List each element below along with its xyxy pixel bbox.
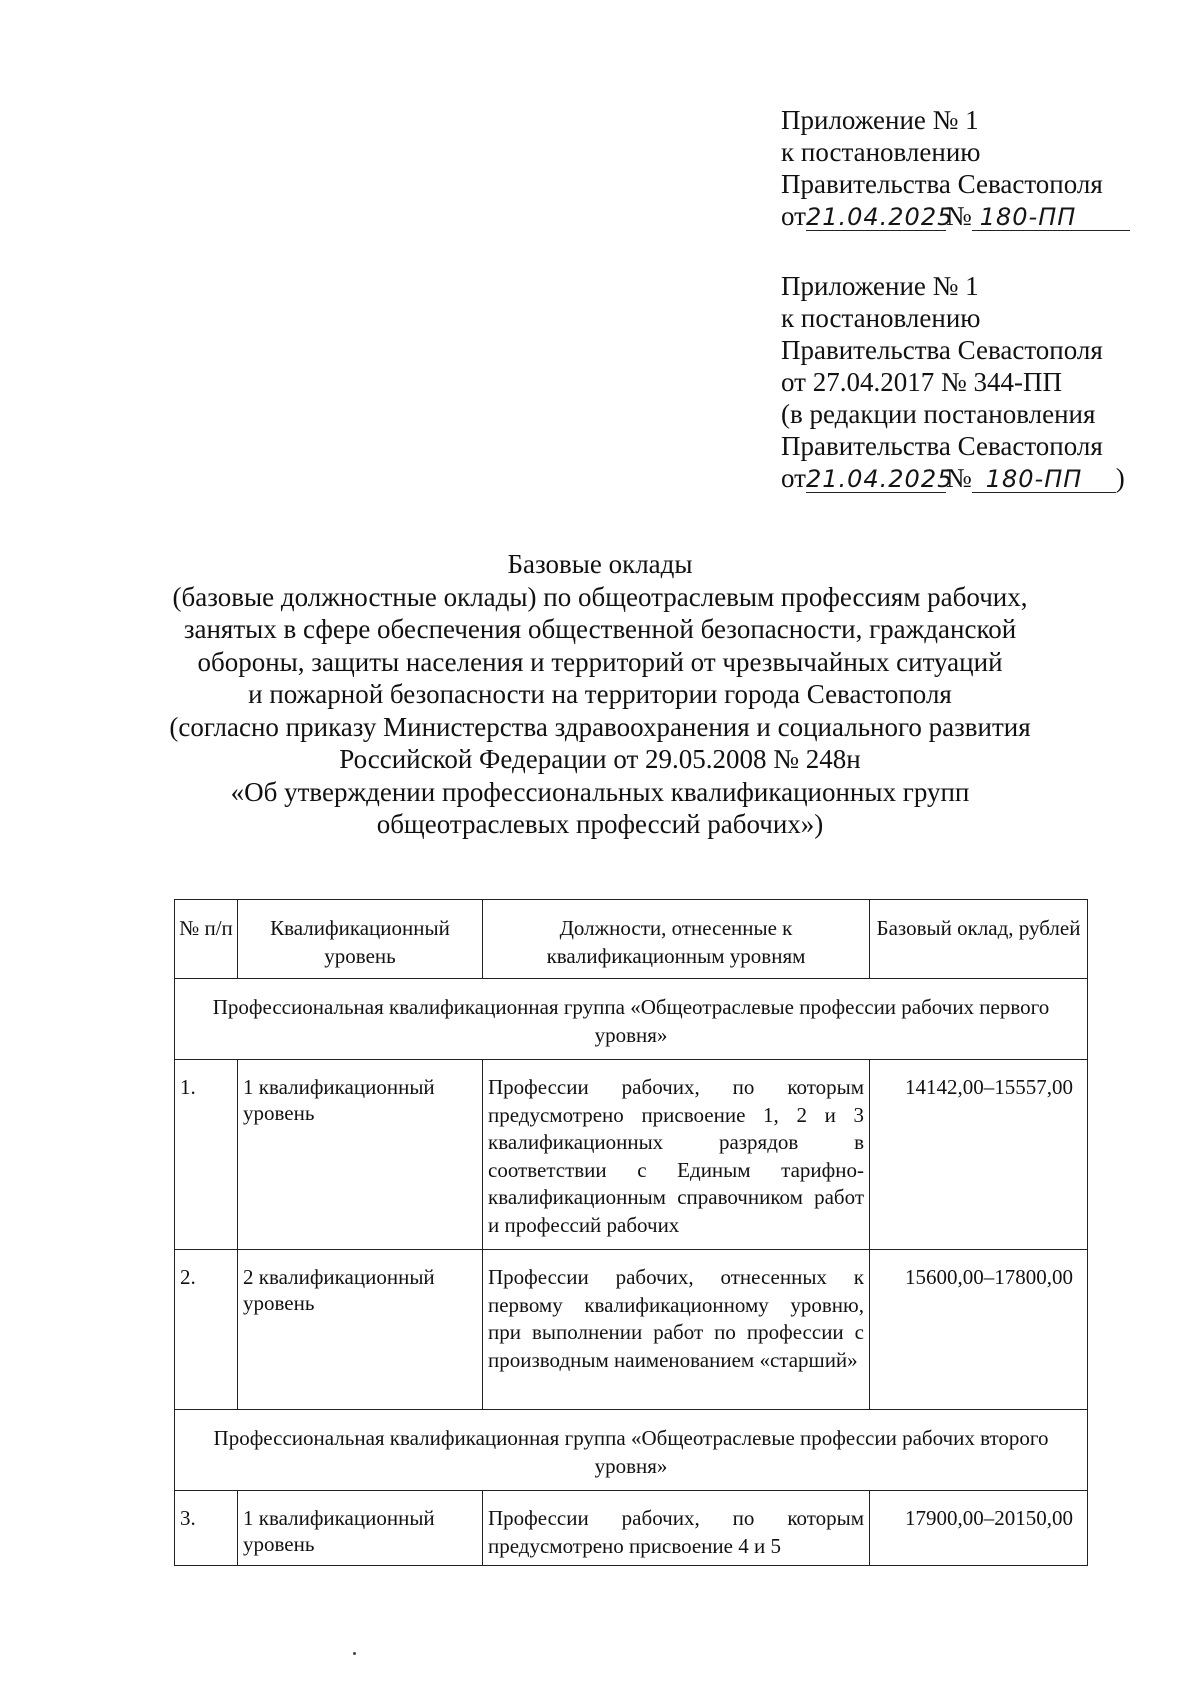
handwritten-number: 180-ПП bbox=[972, 204, 1130, 231]
appendix-amendment-date-number bbox=[781, 462, 1125, 494]
row-salary: 15600,00–17800,00 bbox=[870, 1250, 1088, 1410]
row-level: 1 квалификационный уровень bbox=[238, 1491, 483, 1566]
table-header-row bbox=[175, 900, 1088, 979]
appendix-ref: к постановлению bbox=[781, 303, 981, 333]
appendix-date-number bbox=[781, 200, 1130, 232]
row-positions: Профессии рабочих, по которым предусмотрено присвоение 1, 2 и 3 квалификационных разрядов в соответствии с Единым тарифно-квалификационным справочником работ и профессий рабочих bbox=[483, 1060, 870, 1250]
title-line: общеотраслевых профессий рабочих») bbox=[376, 809, 824, 839]
title-line: занятых в сфере обеспечения общественной безопасности, гражданской bbox=[183, 614, 1017, 644]
group-row bbox=[175, 979, 1088, 1060]
title-line: Российской Федерации от 29.05.2008 № 248н bbox=[339, 744, 861, 774]
handwritten-number: 180-ПП bbox=[972, 466, 1116, 493]
appendix-government: Правительства Севастополя bbox=[781, 169, 1103, 199]
appendix-original-date: от 27.04.2017 № 344-ПП bbox=[781, 367, 1062, 397]
document-title bbox=[150, 548, 1050, 841]
appendix-ref: к постановлению bbox=[781, 137, 981, 167]
date-prefix: от bbox=[781, 201, 806, 231]
title-line: обороны, защиты населения и территорий от чрезвычайных ситуаций bbox=[197, 646, 1003, 677]
header-num: № п/п bbox=[175, 900, 238, 979]
handwritten-date: 21.04.2025 bbox=[805, 465, 954, 493]
appendix-government-2: Правительства Севастополя bbox=[781, 431, 1103, 461]
appendix-amendment-note: (в редакции постановления bbox=[781, 399, 1096, 429]
header-salary: Базовый оклад, рублей bbox=[870, 900, 1088, 979]
salary-table bbox=[174, 899, 1088, 1566]
row-level: 2 квалификационный уровень bbox=[238, 1250, 483, 1410]
number-prefix: № bbox=[945, 463, 972, 493]
table-row bbox=[175, 1491, 1088, 1566]
row-num: 2. bbox=[175, 1250, 238, 1410]
scan-speck bbox=[353, 1652, 356, 1655]
number-prefix: № bbox=[945, 201, 972, 231]
appendix-header-new bbox=[781, 104, 1130, 232]
group-row bbox=[175, 1410, 1088, 1491]
appendix-title: Приложение № 1 bbox=[781, 271, 979, 301]
row-positions: Профессии рабочих, по которым предусмотрено присвоение 4 и 5 bbox=[483, 1491, 870, 1566]
row-salary: 14142,00–15557,00 bbox=[870, 1060, 1088, 1250]
title-line: Базовые оклады bbox=[507, 549, 693, 579]
appendix-header-old bbox=[781, 270, 1125, 494]
closing-paren: ) bbox=[1115, 463, 1125, 493]
header-positions: Должности, отнесенные к квалификационным уровням bbox=[483, 900, 870, 979]
group-title: Профессиональная квалификационная группа «Общеотраслевые профессии рабочих первого уровня» bbox=[175, 979, 1088, 1060]
title-line: «Об утверждении профессиональных квалификационных групп bbox=[230, 776, 970, 807]
row-positions: Профессии рабочих, отнесенных к первому квалификационному уровню, при выполнении работ по профессии с производным наименованием «старший» bbox=[483, 1250, 870, 1410]
title-line: (базовые должностные оклады) по общеотраслевым профессиям рабочих, bbox=[172, 581, 1028, 612]
table-row bbox=[175, 1250, 1088, 1410]
title-line: (согласно приказу Министерства здравоохранения и социального развития bbox=[169, 711, 1031, 742]
row-num: 1. bbox=[175, 1060, 238, 1250]
appendix-title: Приложение № 1 bbox=[781, 105, 979, 135]
date-prefix: от bbox=[781, 463, 806, 493]
row-num: 3. bbox=[175, 1491, 238, 1566]
appendix-government: Правительства Севастополя bbox=[781, 335, 1103, 365]
row-level: 1 квалификационный уровень bbox=[238, 1060, 483, 1250]
row-salary: 17900,00–20150,00 bbox=[870, 1491, 1088, 1566]
title-line: и пожарной безопасности на территории города Севастополя bbox=[248, 679, 952, 709]
header-level: Квалификационный уровень bbox=[238, 900, 483, 979]
table-row bbox=[175, 1060, 1088, 1250]
handwritten-date: 21.04.2025 bbox=[805, 203, 954, 231]
group-title: Профессиональная квалификационная группа «Общеотраслевые профессии рабочих второго уровня» bbox=[175, 1410, 1088, 1491]
